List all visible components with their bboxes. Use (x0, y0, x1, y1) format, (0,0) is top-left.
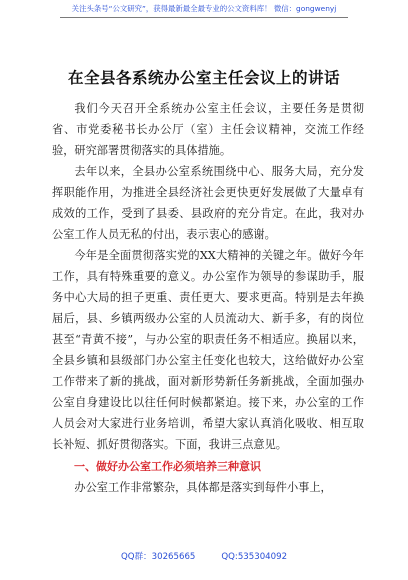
document-title: 在全县各系统办公室主任会议上的讲话 (67, 69, 340, 87)
header-divider (60, 17, 348, 18)
body-paragraph: 去年以来，全县办公室系统围绕中心、服务大局，充分发挥职能作用，为推进全县经济社会更快更好发展做了大量卓有成效的工作，受到了县委、县政府的充分肯定。在此，我对办公室工作人员无私的付出，表示衷心的感谢。 (52, 165, 364, 241)
section-heading: 一、做好办公室工作必须培养三种意识 (74, 460, 261, 473)
body-paragraph: 我们今天召开全系统办公室主任会议，主要任务是贯彻省、市党委秘书长办公厅（室）主任会议精神，交流工作经验，研究部署贯彻落实的具体措施。 (52, 102, 364, 157)
qq-number-text: QQ:535304092 (221, 552, 288, 562)
document-body (52, 98, 364, 498)
qq-group-text: QQ群：30265665 (120, 552, 196, 562)
body-paragraph: 今年是全面贯彻落实党的XX大精神的关键之年。做好今年工作，具有特殊重要的意义。办公室作为领导的参谋助手，服务中心大局的担子更重、责任更大、要求更高。特别是去年换届后，县、乡镇两级办公室的人员流动大、新手多，有的岗位甚至“青黄不接”，与办公室的职责任务不相适应。换届以来，全县乡镇和县级部门办公室主任变化也较大，这给做好办公室工作带来了新的挑战，面对新形势新任务新挑战，全面加强办公室自身建设比以往任何时候都紧迫。接下来，办公室的工作人员会对大家进行业务培训，希望大家认真消化吸收、相互取长补短、抓好贯彻落实。下面，我讲三点意见。 (52, 249, 364, 451)
header-banner[interactable]: 关注头条号“公文研究”，获得最新最全最专业的公文资料库！ 微信：gongwenyj (71, 4, 337, 13)
footer-contact (100, 550, 308, 562)
body-paragraph: 办公室工作非常繁杂，具体都是落实到每件小事上， (74, 481, 332, 494)
